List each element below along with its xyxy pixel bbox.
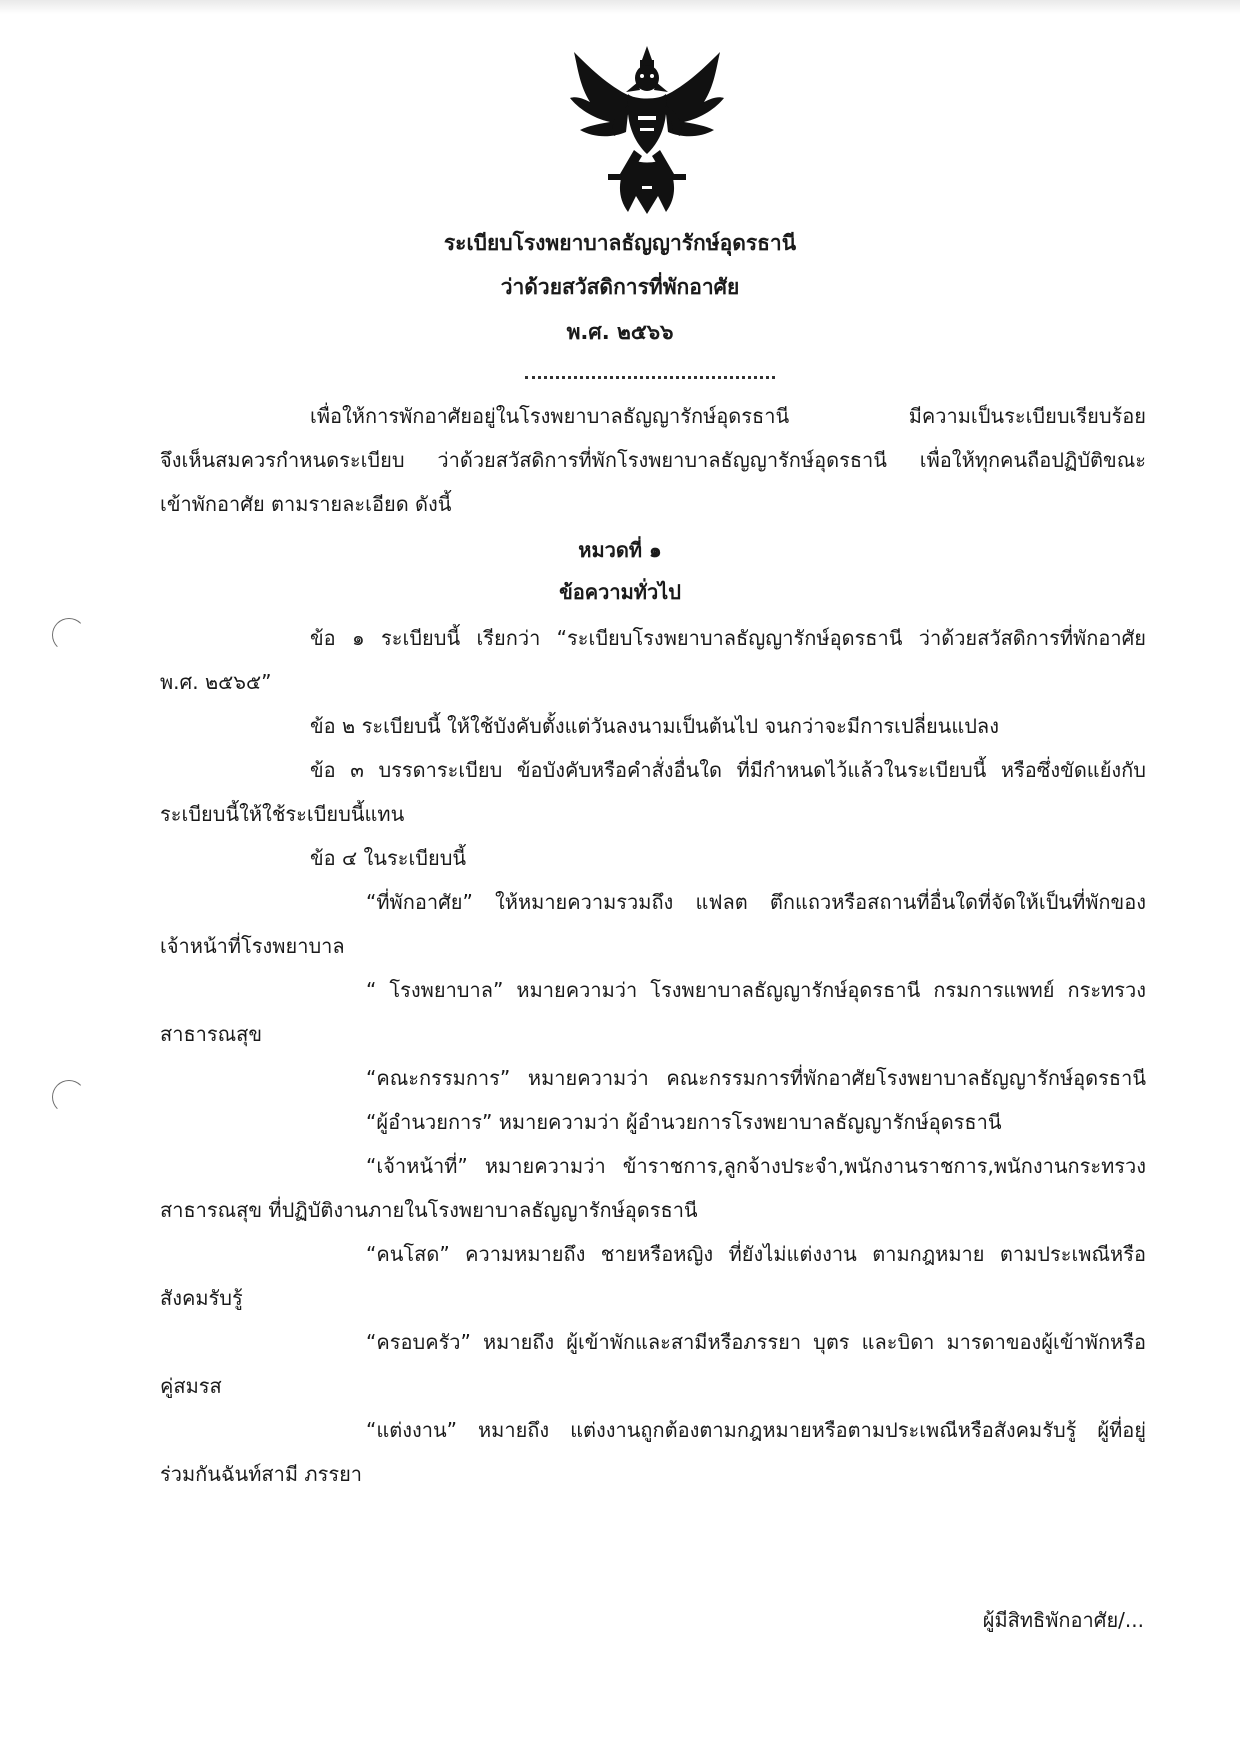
clause-2-line-1: ข้อ ๒ ระเบียบนี้ ให้ใช้บังคับตั้งแต่วันลงนามเป็นต้นไป จนกว่าจะมีการเปลี่ยนแปลง	[310, 714, 999, 738]
garuda-emblem-icon	[568, 46, 726, 216]
clause-3-line-1: ข้อ ๓ บรรดาระเบียบ ข้อบังคับหรือคำสั่งอื่นใด ที่มีกำหนดไว้แล้วในระเบียบนี้ หรือซึ่งขัดแย้งกับ	[310, 758, 1146, 782]
definition-5-line-1: “เจ้าหน้าที่” หมายความว่า ข้าราชการ,ลูกจ้างประจำ,พนักงานราชการ,พนักงานกระทรวง	[366, 1154, 1146, 1178]
definition-2-line-1: “ โรงพยาบาล” หมายความว่า โรงพยาบาลธัญญารักษ์อุดรธานี กรมการแพทย์ กระทรวง	[366, 978, 1146, 1002]
chapter-title: ข้อความทั่วไป	[559, 580, 681, 604]
definition-2-line-2: สาธารณสุข	[160, 1022, 263, 1046]
intro-line-1: เพื่อให้การพักอาศัยอยู่ในโรงพยาบาลธัญญารักษ์อุดรธานี มีความเป็นระเบียบเรียบร้อย	[310, 404, 1146, 428]
continuation-text: ผู้มีสิทธิพักอาศัย/...	[982, 1608, 1144, 1632]
chapter-number: หมวดที่ ๑	[578, 538, 662, 562]
definition-3-line-1: “คณะกรรมการ” หมายความว่า คณะกรรมการที่พักอาศัยโรงพยาบาลธัญญารักษ์อุดรธานี	[366, 1066, 1146, 1090]
intro-line-3: เข้าพักอาศัย ตามรายละเอียด ดังนี้	[160, 492, 452, 516]
clause-1-line-2: พ.ศ. ๒๕๖๕”	[160, 670, 272, 694]
definition-8-line-1: “แต่งงาน” หมายถึง แต่งงานถูกต้องตามกฎหมายหรือตามประเพณีหรือสังคมรับรู้ ผู้ที่อยู่	[366, 1418, 1146, 1442]
intro-line-2: จึงเห็นสมควรกำหนดระเบียบ ว่าด้วยสวัสดิการที่พักโรงพยาบาลธัญญารักษ์อุดรธานี เพื่อให้ทุกคนถือปฏิบัติขณะ	[160, 448, 1146, 472]
clause-4-line-1: ข้อ ๔ ในระเบียบนี้	[310, 846, 467, 870]
definition-6-line-2: สังคมรับรู้	[160, 1286, 243, 1310]
scan-edge-shadow	[0, 0, 1240, 14]
punch-hole-bottom	[52, 1080, 86, 1114]
definition-4-line-1: “ผู้อำนวยการ” หมายความว่า ผู้อำนวยการโรงพยาบาลธัญญารักษ์อุดรธานี	[366, 1110, 1002, 1134]
definition-6-line-1: “คนโสด” ความหมายถึง ชายหรือหญิง ที่ยังไม่แต่งงาน ตามกฎหมาย ตามประเพณีหรือ	[366, 1242, 1146, 1266]
definition-7-line-2: คู่สมรส	[160, 1374, 222, 1398]
document-title: ระเบียบโรงพยาบาลธัญญารักษ์อุดรธานี	[443, 231, 797, 255]
definition-1-line-1: “ที่พักอาศัย” ให้หมายความรวมถึง แฟลต ตึกแถวหรือสถานที่อื่นใดที่จัดให้เป็นที่พักของ	[366, 890, 1146, 914]
definition-8-line-2: ร่วมกันฉันท์สามี ภรรยา	[160, 1462, 363, 1486]
clause-3-line-2: ระเบียบนี้ให้ใช้ระเบียบนี้แทน	[160, 802, 405, 826]
document-subtitle: ว่าด้วยสวัสดิการที่พักอาศัย	[500, 275, 740, 299]
definition-7-line-1: “ครอบครัว” หมายถึง ผู้เข้าพักและสามีหรือภรรยา บุตร และบิดา มารดาของผู้เข้าพักหรือ	[366, 1330, 1146, 1354]
title-separator	[525, 372, 775, 379]
document-year: พ.ศ. ๒๕๖๖	[566, 320, 674, 344]
definition-1-line-2: เจ้าหน้าที่โรงพยาบาล	[160, 934, 345, 958]
definition-5-line-2: สาธารณสุข ที่ปฏิบัติงานภายในโรงพยาบาลธัญญารักษ์อุดรธานี	[160, 1198, 698, 1222]
clause-1-line-1: ข้อ ๑ ระเบียบนี้ เรียกว่า “ระเบียบโรงพยาบาลธัญญารักษ์อุดรธานี ว่าด้วยสวัสดิการที่พักอาศัย	[310, 626, 1146, 650]
punch-hole-top	[52, 618, 86, 652]
